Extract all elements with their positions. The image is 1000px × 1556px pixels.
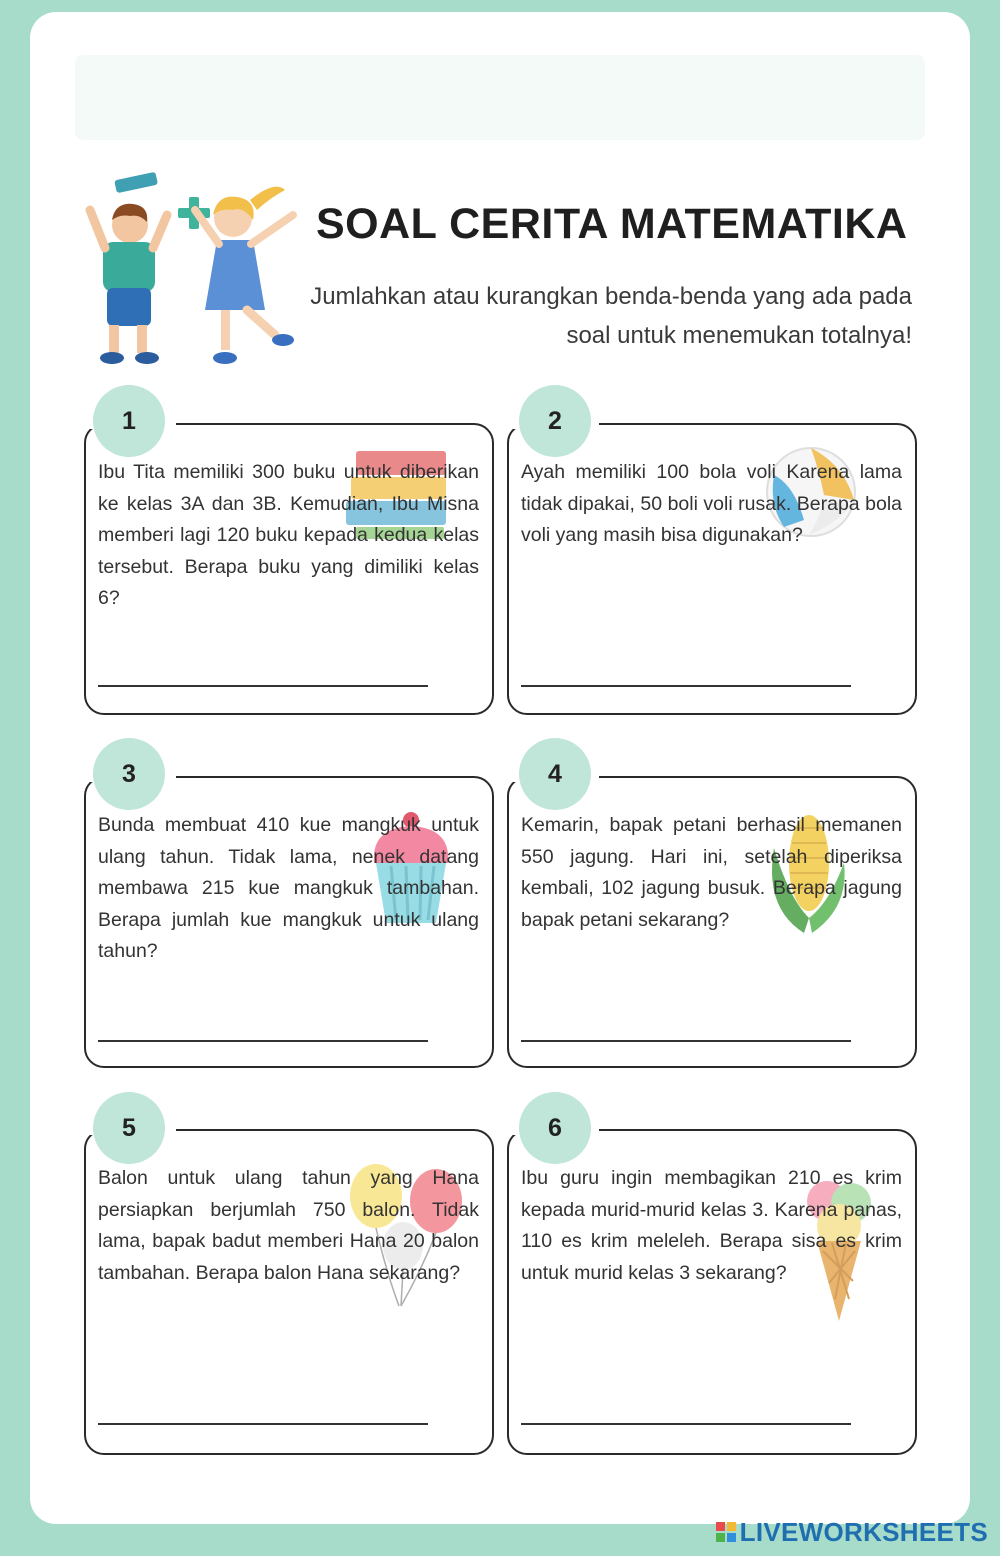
question-card-6 (507, 1129, 917, 1455)
question-number-badge: 1 (93, 385, 165, 457)
instructions: Jumlahkan atau kurangkan benda-benda yang ada pada soal untuk menemukan totalnya! (310, 283, 912, 349)
header-band (75, 55, 925, 140)
question-text: Ibu Tita memiliki 300 buku untuk diberikan ke kelas 3A dan 3B. Kemudian, Ibu Misna memberi lagi 120 buku kepada kedua kelas tersebut. Berapa buku yang dimiliki kelas 6? (98, 461, 479, 609)
question-number-badge: 5 (93, 1092, 165, 1164)
answer-line[interactable] (98, 685, 428, 687)
question-card-5 (84, 1129, 494, 1455)
question-card-1 (84, 423, 494, 715)
question-text: Ayah memiliki 100 bola voli Karena lama tidak dipakai, 50 boli voli rusak. Berapa bola voli yang masih bisa digunakan? (521, 461, 902, 546)
question-card-3 (84, 776, 494, 1068)
kids-illustration (85, 170, 310, 375)
page-title: SOAL CERITA MATEMATIKA (316, 200, 908, 248)
question-number-badge: 6 (519, 1092, 591, 1164)
answer-line[interactable] (98, 1040, 428, 1042)
question-card-2 (507, 423, 917, 715)
answer-line[interactable] (521, 1040, 851, 1042)
answer-line[interactable] (521, 1423, 851, 1425)
boy-figure (90, 204, 167, 364)
question-number-badge: 2 (519, 385, 591, 457)
question-number-badge: 3 (93, 738, 165, 810)
question-text: Kemarin, bapak petani berhasil memanen 550 jagung. Hari ini, setelah diperiksa kembali, 102 jagung busuk. Berapa jagung bapak petani sekarang? (521, 814, 902, 931)
brand-name: LIVEWORKSHEETS (739, 1516, 988, 1547)
logo-grid-icon (716, 1522, 736, 1542)
question-text: Bunda membuat 410 kue mangkuk untuk ulang tahun. Tidak lama, nenek datang membawa 215 kue mangkuk tambahan. Berapa jumlah kue mangkuk untuk ulang tahun? (98, 814, 479, 962)
answer-line[interactable] (98, 1423, 428, 1425)
question-card-4 (507, 776, 917, 1068)
answer-line[interactable] (521, 685, 851, 687)
liveworksheets-logo[interactable] (716, 1514, 988, 1550)
question-number-badge: 4 (519, 738, 591, 810)
question-text: Ibu guru ingin membagikan 210 es krim kepada murid-murid kelas 3. Karena panas, 110 es krim meleleh. Berapa sisa es krim untuk murid kelas 3 sekarang? (521, 1167, 902, 1284)
minus-sign-icon (114, 172, 158, 193)
question-text: Balon untuk ulang tahun yang Hana persiapkan berjumlah 750 balon. Tidak lama, bapak badut memberi Hana 20 balon tambahan. Berapa balon Hana sekarang? (98, 1167, 479, 1284)
